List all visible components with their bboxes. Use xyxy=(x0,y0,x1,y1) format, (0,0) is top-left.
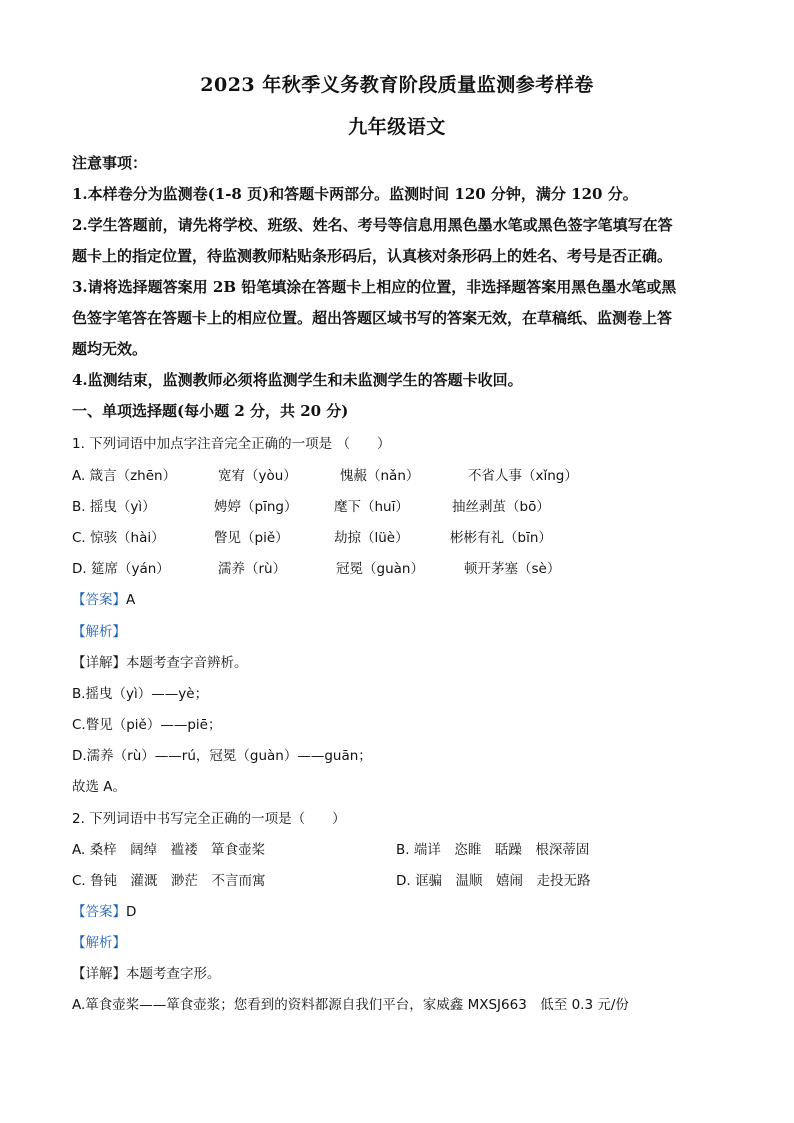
q2-answer: D xyxy=(126,904,137,920)
q2-explain-line-1: A.箪食壶桨——箪食壶浆；您看到的资料都源自我们平台，家威鑫 MXSJ663 低至 0.3 元/份 xyxy=(72,997,629,1013)
exam-title: 2023 年秋季义务教育阶段质量监测参考样卷 xyxy=(200,74,594,96)
q1-stem: 1. 下列词语中加点字注音完全正确的一项是 （ ） xyxy=(72,436,391,452)
q1-option-d-2: 濡养（rù） xyxy=(218,561,287,577)
q1-option-c-2: 瞥见（piě） xyxy=(214,530,289,546)
q1-explain-line-3: D.濡养（rù）——rú，冠冕（guàn）——guān； xyxy=(72,748,372,764)
notice-item-3-line-1: 3.请将选择题答案用 2B 铅笔填涂在答题卡上相应的位置，非选择题答案用黑色墨水笔或黑 xyxy=(72,278,677,296)
q2-option-a: A. 桑梓 阔绰 褴褛 箪食壶桨 xyxy=(72,842,266,858)
answer-tag: 【答案】 xyxy=(72,904,126,920)
q2-answer-line xyxy=(72,900,136,920)
q2-analysis-line xyxy=(72,931,126,951)
q1-analysis-line xyxy=(72,620,126,640)
q1-detail-line xyxy=(72,651,248,671)
q1-option-a-3: 愧赧（nǎn） xyxy=(340,468,420,484)
q1-option-c-3: 劫掠（lüè） xyxy=(334,530,409,546)
q2-stem: 2. 下列词语中书写完全正确的一项是（ ） xyxy=(72,811,346,827)
analysis-tag: 【解析】 xyxy=(72,935,126,951)
notice-item-1: 1.本样卷分为监测卷(1-8 页)和答题卡两部分。监测时间 120 分钟，满分 120 分。 xyxy=(72,185,638,203)
q2-detail-text: 本题考查字形。 xyxy=(126,966,221,982)
q1-option-c-1: C. 惊骇（hài） xyxy=(72,530,165,546)
q1-option-b-2: 娉婷（pīng） xyxy=(214,499,298,515)
q2-option-d: D. 诓骗 温顺 嬉闹 走投无路 xyxy=(396,873,591,889)
notice-item-3-line-3: 题均无效。 xyxy=(72,340,148,358)
q1-option-a-1: A. 箴言（zhēn） xyxy=(72,468,177,484)
q1-option-d-1: D. 筵席（yán） xyxy=(72,561,170,577)
q1-option-b-4: 抽丝剥茧（bō） xyxy=(452,499,550,515)
q1-option-b-3: 麾下（huī） xyxy=(334,499,409,515)
q1-option-d-3: 冠冕（guàn） xyxy=(336,561,424,577)
q1-explain-line-2: C.瞥见（piě）——piē； xyxy=(72,717,222,733)
detail-tag: 【详解】 xyxy=(72,966,126,982)
q1-explain-line-4: 故选 A。 xyxy=(72,779,127,795)
q1-option-a-2: 宽宥（yòu） xyxy=(218,468,297,484)
q2-option-b: B. 端详 恣睢 聒躁 根深蒂固 xyxy=(396,842,590,858)
exam-subtitle: 九年级语文 xyxy=(348,116,446,138)
q1-explain-line-1: B.摇曳（yì）——yè； xyxy=(72,686,209,702)
section-heading: 一、单项选择题(每小题 2 分，共 20 分) xyxy=(72,402,349,420)
notice-item-3-line-2: 色签字笔答在答题卡上的相应位置。超出答题区域书写的答案无效，在草稿纸、监测卷上答 xyxy=(72,309,673,327)
q1-option-d-4: 顿开茅塞（sè） xyxy=(464,561,561,577)
q1-answer-line xyxy=(72,588,135,608)
q1-detail-text: 本题考查字音辨析。 xyxy=(126,655,248,671)
q2-detail-line xyxy=(72,962,221,982)
q1-option-a-4: 不省人事（xǐng） xyxy=(468,468,578,484)
notice-item-4: 4.监测结束，监测教师必须将监测学生和未监测学生的答题卡收回。 xyxy=(72,371,523,389)
q1-option-c-4: 彬彬有礼（bīn） xyxy=(450,530,552,546)
q1-option-b-1: B. 摇曳（yì） xyxy=(72,499,156,515)
q1-answer: A xyxy=(126,592,136,608)
answer-tag: 【答案】 xyxy=(72,592,126,608)
notice-item-2-line-2: 题卡上的指定位置，待监测教师粘贴条形码后，认真核对条形码上的姓名、考号是否正确。 xyxy=(72,247,673,265)
q2-option-c: C. 鲁钝 灌溉 渺茫 不言而寓 xyxy=(72,873,266,889)
notice-heading: 注意事项： xyxy=(72,154,148,172)
detail-tag: 【详解】 xyxy=(72,655,126,671)
analysis-tag: 【解析】 xyxy=(72,624,126,640)
notice-item-2-line-1: 2.学生答题前，请先将学校、班级、姓名、考号等信息用黑色墨水笔或黑色签字笔填写在答 xyxy=(72,216,673,234)
